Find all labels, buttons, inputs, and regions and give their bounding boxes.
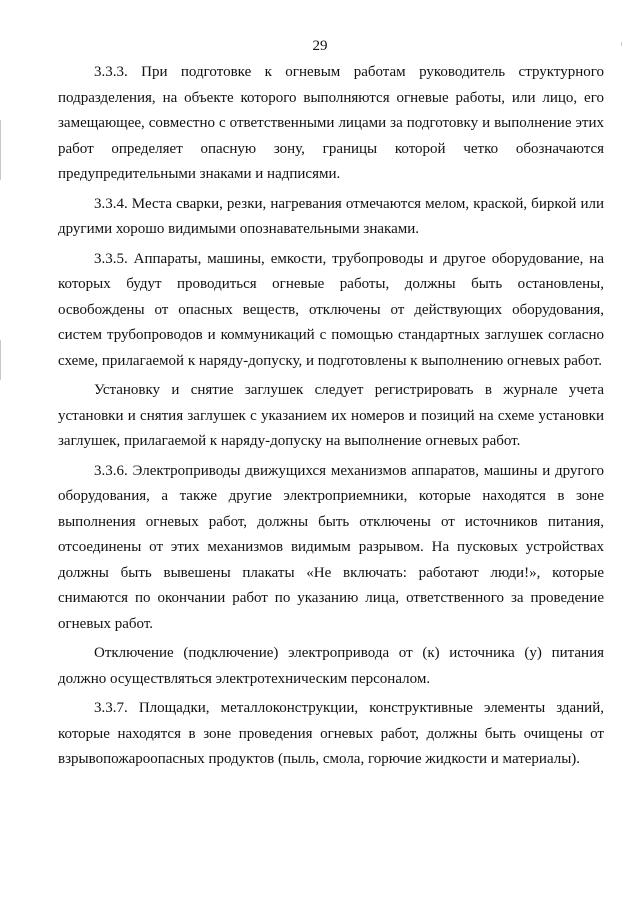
paragraph-3-3-4: 3.3.4. Места сварки, резки, нагревания отмечаются мелом, краской, биркой или другими хорошо видимыми опознавательными знаками. [58,195,604,237]
paragraph-plug-registration: Установку и снятие заглушек следует регистрировать в журнале учета установки и снятия заглушек с указанием их номеров и позиций на схеме установки заглушек, прилагаемой к наряду-допуску на выполнение огневых работ. [58,382,604,449]
paragraph-3-3-7: 3.3.7. Площадки, металлоконструкции, конструктивные элементы зданий, которые находятся в зоне проведения огневых работ, должны быть очищены от взрывопожароопасных продуктов (пыль, смола, горючие жидкости и материалы). [58,700,604,767]
scan-margin-mark [0,120,1,180]
document-body [58,60,604,777]
paragraph-3-3-6: 3.3.6. Электроприводы движущихся механизмов аппаратов, машины и другого оборудования, а также другие электроприемники, которые находятся в зоне выполнения огневых работ, должны быть отключены от источников питания, отсоединены от этих механизмов видимым разрывом. На пусковых устройствах должны быть вывешены плакаты «Не включать: работают люди!», которые снимаются по окончании работ по указанию лица, ответственного за проведение огневых работ. [58,462,604,632]
page-number: 29 [312,38,328,54]
paragraph-3-3-3: 3.3.3. При подготовке к огневым работам руководитель структурного подразделения, на объекте которого выполняются огневые работы, или лицо, его замещающее, совместно с ответственными лицами за подготовку и выполнение этих работ определяет опасную зону, границы которой четко обозначаются предупредительными знаками и надписями. [58,64,604,182]
paragraph-electric-disconnection: Отключение (подключение) электропривода от (к) источника (у) питания должно осуществляться электротехническим персоналом. [58,645,604,687]
scan-margin-mark [0,340,1,380]
paragraph-3-3-5: 3.3.5. Аппараты, машины, емкости, трубопроводы и другое оборудование, на которых будут проводиться огневые работы, должны быть остановлены, освобождены от опасных веществ, отключены от действующих оборудования, систем трубопроводов и коммуникаций с помощью стандартных заглушек согласно схеме, прилагаемой к наряду-допуску, и подготовлены к выполнению огневых работ. [58,250,604,369]
